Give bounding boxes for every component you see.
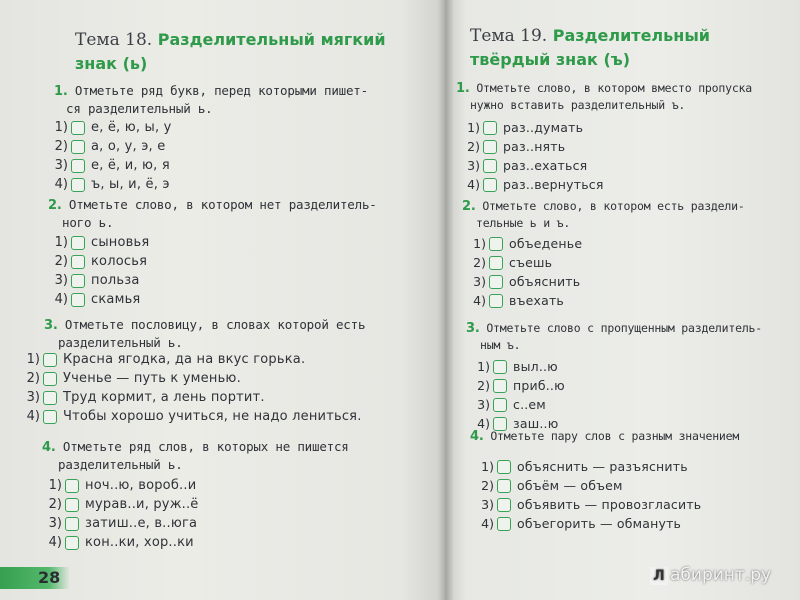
right-q1 xyxy=(456,80,752,114)
question-text: нужно вставить разделительный ъ. xyxy=(470,98,686,112)
option-text: объегорить — обмануть xyxy=(517,516,682,531)
option-text: польза xyxy=(91,273,140,288)
option-text: е, ё, и, ю, я xyxy=(91,158,170,173)
right-topic-line1: Разделительный xyxy=(552,26,710,45)
option-text: объявить — провозгласить xyxy=(517,497,702,512)
question-text: разделительный ь. xyxy=(58,335,183,350)
right-q4 xyxy=(470,428,739,445)
option-number: 1) xyxy=(467,120,480,135)
option-text: объеденье xyxy=(509,236,583,251)
answer-option[interactable] xyxy=(44,156,172,175)
question-text: Отметьте пару слов с разным значением xyxy=(490,429,740,443)
question-text: ным ъ. xyxy=(480,338,521,352)
answer-checkbox[interactable] xyxy=(483,140,497,154)
question-number: 1. xyxy=(54,84,68,99)
option-number: 3) xyxy=(473,274,486,289)
answer-option[interactable] xyxy=(470,495,701,514)
option-text: сыновья xyxy=(91,235,150,250)
option-number: 2) xyxy=(473,255,486,270)
right-title xyxy=(470,26,710,46)
answer-checkbox[interactable] xyxy=(497,479,511,493)
answer-checkbox[interactable] xyxy=(65,479,79,493)
question-text: Отметьте слово с пропущенным разделитель- xyxy=(486,321,762,335)
option-text: колосья xyxy=(91,254,148,269)
option-number: 3) xyxy=(477,397,490,412)
question-number: 4. xyxy=(470,429,484,444)
right-q2 xyxy=(462,198,745,232)
answer-checkbox[interactable] xyxy=(489,237,503,251)
answer-option[interactable] xyxy=(462,234,582,253)
option-number: 2) xyxy=(54,254,68,269)
answer-checkbox[interactable] xyxy=(483,121,497,135)
question-text: Отметьте ряд слов, в которых не пишется xyxy=(62,439,349,454)
answer-option[interactable] xyxy=(470,514,701,533)
right-title-line2 xyxy=(470,50,630,69)
left-title-line2 xyxy=(75,54,147,73)
option-text: Ученье — путь к уменью. xyxy=(63,371,241,386)
watermark-text: абиринт.ру xyxy=(670,565,772,585)
answer-checkbox[interactable] xyxy=(65,498,79,512)
option-number: 3) xyxy=(26,390,40,405)
left-tema-label: Тема 18. xyxy=(75,30,153,50)
option-text: кон..ки, хор..ки xyxy=(85,535,194,550)
answer-checkbox[interactable] xyxy=(43,410,57,424)
question-number: 2. xyxy=(48,198,62,213)
answer-option[interactable] xyxy=(38,514,198,533)
option-number: 3) xyxy=(54,158,68,173)
option-text: мурав..и, руж..ё xyxy=(85,497,199,512)
right-q3-options xyxy=(466,357,565,433)
answer-option[interactable] xyxy=(466,357,565,376)
answer-option[interactable] xyxy=(16,388,362,407)
option-text: Красна ягодка, да на вкус горька. xyxy=(63,352,306,367)
option-text: Труд кормит, а лень портит. xyxy=(63,390,265,405)
question-number: 2. xyxy=(462,199,476,214)
question-number: 3. xyxy=(466,321,480,336)
answer-option[interactable] xyxy=(38,533,198,552)
option-text: ъ, ы, и, ё, э xyxy=(91,177,170,192)
option-number: 2) xyxy=(481,478,494,493)
answer-checkbox[interactable] xyxy=(71,159,85,173)
option-number: 1) xyxy=(473,236,486,251)
answer-checkbox[interactable] xyxy=(489,275,503,289)
option-text: раз..вернуться xyxy=(503,177,604,192)
answer-checkbox[interactable] xyxy=(71,293,85,307)
answer-option[interactable] xyxy=(462,253,582,272)
option-text: выл..ю xyxy=(513,359,558,374)
option-number: 2) xyxy=(54,139,68,154)
watermark-logo: Л xyxy=(650,567,668,585)
question-text: Отметьте слово, в котором вместо пропуска xyxy=(476,81,752,95)
answer-option[interactable] xyxy=(462,272,582,291)
left-q3 xyxy=(44,316,365,351)
option-number: 1) xyxy=(26,352,40,367)
answer-option[interactable] xyxy=(456,118,604,137)
option-text: е, ё, ю, ы, у xyxy=(91,120,172,135)
answer-checkbox[interactable] xyxy=(43,391,57,405)
answer-option[interactable] xyxy=(466,376,565,395)
option-number: 2) xyxy=(48,497,62,512)
left-topic-line2: знак (ь) xyxy=(75,54,148,73)
answer-option[interactable] xyxy=(38,476,198,495)
answer-option[interactable] xyxy=(16,350,362,369)
option-number: 4) xyxy=(26,409,40,424)
answer-option[interactable] xyxy=(16,369,362,388)
left-q1-options xyxy=(44,118,172,194)
question-text: разделительный ь. xyxy=(58,457,183,472)
question-number: 3. xyxy=(44,318,58,333)
option-text: Чтобы хорошо учиться, не надо лениться. xyxy=(63,409,362,424)
option-text: объяснить xyxy=(509,274,581,289)
option-number: 4) xyxy=(481,516,494,531)
option-number: 3) xyxy=(467,158,480,173)
option-text: затиш..е, в..юга xyxy=(85,516,198,531)
answer-checkbox[interactable] xyxy=(483,159,497,173)
answer-checkbox[interactable] xyxy=(493,398,507,412)
option-text: раз..нять xyxy=(503,139,566,154)
answer-checkbox[interactable] xyxy=(71,255,85,269)
question-text: Отметьте ряд букв, перед которыми пишет- xyxy=(74,83,368,98)
option-number: 1) xyxy=(477,359,490,374)
book-gutter xyxy=(438,0,454,600)
answer-checkbox[interactable] xyxy=(497,517,511,531)
page-number-tab xyxy=(0,567,70,589)
option-text: объём — объем xyxy=(517,478,623,493)
answer-checkbox[interactable] xyxy=(489,294,503,308)
option-number: 3) xyxy=(48,516,62,531)
right-topic-line2: твёрдый знак (ъ) xyxy=(470,50,631,69)
option-text: объяснить — разъяснить xyxy=(517,459,688,474)
answer-option[interactable] xyxy=(456,137,604,156)
answer-checkbox[interactable] xyxy=(489,256,503,270)
question-text: Отметьте слово, в котором есть раздели- xyxy=(482,199,745,213)
answer-option[interactable] xyxy=(44,233,149,252)
option-text: раз..думать xyxy=(503,120,584,135)
answer-option[interactable] xyxy=(44,290,149,309)
answer-option[interactable] xyxy=(44,137,172,156)
option-text: раз..ехаться xyxy=(503,158,588,173)
question-text: Отметьте пословицу, в словах которой есть xyxy=(64,317,366,332)
option-number: 4) xyxy=(54,177,68,192)
left-q4 xyxy=(42,438,349,473)
option-number: 2) xyxy=(467,139,480,154)
answer-checkbox[interactable] xyxy=(71,274,85,288)
answer-option[interactable] xyxy=(38,495,198,514)
option-text: с..ем xyxy=(513,397,546,412)
answer-checkbox[interactable] xyxy=(71,140,85,154)
option-number: 3) xyxy=(481,497,494,512)
answer-checkbox[interactable] xyxy=(43,372,57,386)
answer-checkbox[interactable] xyxy=(493,379,507,393)
answer-checkbox[interactable] xyxy=(483,178,497,192)
option-number: 1) xyxy=(54,120,68,135)
option-number: 4) xyxy=(48,535,62,550)
option-number: 4) xyxy=(477,416,490,431)
question-text: Отметьте слово, в котором нет разделитель- xyxy=(68,197,377,212)
right-q4-options xyxy=(470,457,701,533)
right-q1-options xyxy=(456,118,604,194)
left-q2 xyxy=(48,196,377,231)
right-q2-options xyxy=(462,234,582,310)
question-number: 1. xyxy=(456,81,470,96)
option-number: 2) xyxy=(477,378,490,393)
option-text: ноч..ю, вороб..и xyxy=(85,478,197,493)
option-number: 3) xyxy=(54,273,68,288)
answer-checkbox[interactable] xyxy=(65,536,79,550)
option-text: заш..ю xyxy=(513,416,559,431)
answer-option[interactable] xyxy=(456,156,604,175)
left-q1 xyxy=(54,82,368,117)
answer-checkbox[interactable] xyxy=(71,236,85,250)
question-text: ся разделительный ь. xyxy=(66,101,213,116)
option-number: 1) xyxy=(48,478,62,493)
answer-checkbox[interactable] xyxy=(493,360,507,374)
left-q2-options xyxy=(44,233,149,309)
question-text: ного ь. xyxy=(62,215,114,230)
answer-option[interactable] xyxy=(44,118,172,137)
answer-checkbox[interactable] xyxy=(65,517,79,531)
question-number: 4. xyxy=(42,440,56,455)
option-text: съешь xyxy=(509,255,553,270)
option-number: 4) xyxy=(467,177,480,192)
answer-checkbox[interactable] xyxy=(497,498,511,512)
answer-checkbox[interactable] xyxy=(71,178,85,192)
answer-option[interactable] xyxy=(16,407,362,426)
right-q3 xyxy=(466,320,762,354)
option-number: 1) xyxy=(54,235,68,250)
answer-checkbox[interactable] xyxy=(43,353,57,367)
answer-option[interactable] xyxy=(466,395,565,414)
option-number: 1) xyxy=(481,459,494,474)
option-text: приб..ю xyxy=(513,378,565,393)
labirint-watermark xyxy=(650,565,771,585)
answer-option[interactable] xyxy=(44,271,149,290)
answer-option[interactable] xyxy=(470,457,701,476)
answer-checkbox[interactable] xyxy=(71,121,85,135)
left-q4-options xyxy=(38,476,198,552)
option-text: скамья xyxy=(91,292,141,307)
answer-option[interactable] xyxy=(44,175,172,194)
option-number: 2) xyxy=(26,371,40,386)
left-title xyxy=(75,30,386,50)
option-number: 4) xyxy=(473,293,486,308)
option-text: а, о, у, э, е xyxy=(91,139,166,154)
option-number: 4) xyxy=(54,292,68,307)
answer-option[interactable] xyxy=(462,291,582,310)
question-text: тельные ь и ъ. xyxy=(476,216,571,230)
answer-checkbox[interactable] xyxy=(497,460,511,474)
answer-option[interactable] xyxy=(470,476,701,495)
answer-option[interactable] xyxy=(456,175,604,194)
left-topic-line1: Разделительный мягкий xyxy=(157,30,386,49)
page-number: 28 xyxy=(38,568,61,587)
right-tema-label: Тема 19. xyxy=(470,26,548,46)
option-text: въехать xyxy=(509,293,564,308)
answer-option[interactable] xyxy=(44,252,149,271)
left-q3-options xyxy=(16,350,362,426)
